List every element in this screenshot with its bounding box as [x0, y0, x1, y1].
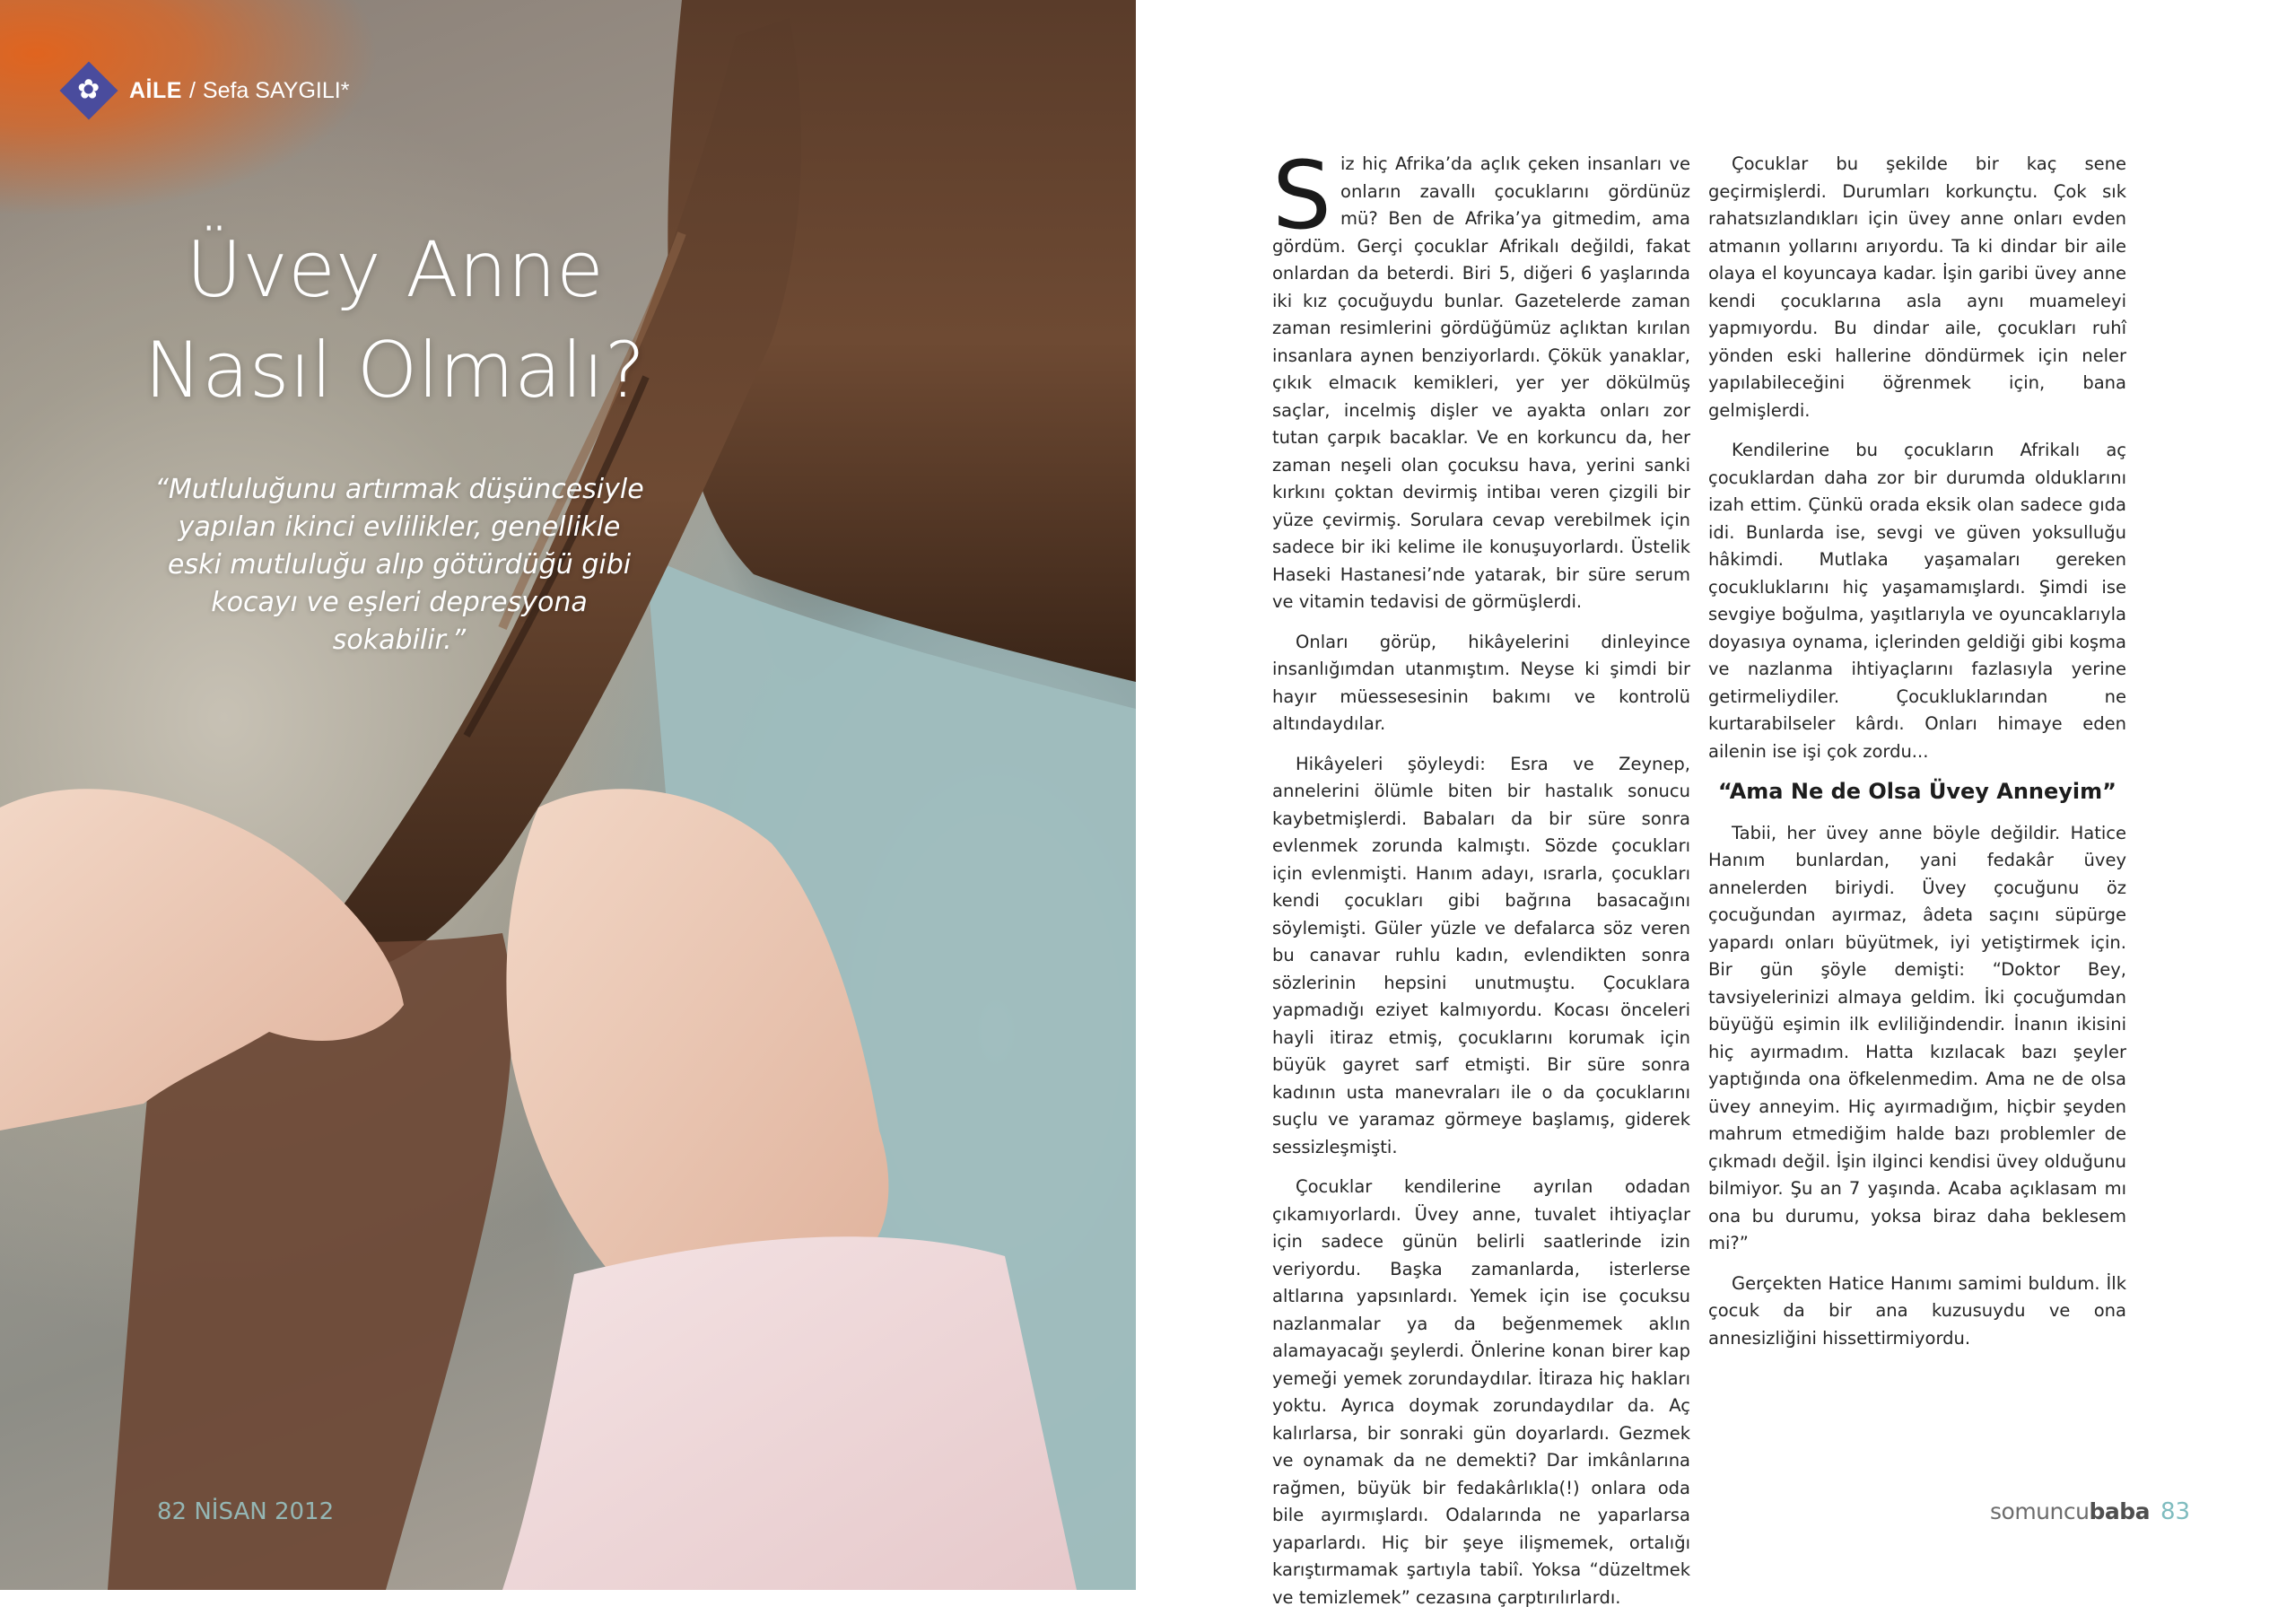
magazine-brand: somuncubaba	[1990, 1498, 2150, 1524]
article-title	[117, 220, 673, 421]
author-name: Sefa SAYGILI*	[202, 77, 350, 103]
section-name: AİLE	[129, 77, 182, 103]
text-column-1	[1272, 141, 1690, 1624]
page-number-right: 83	[2160, 1498, 2191, 1525]
paragraph: Hikâyeleri şöyleydi: Esra ve Zeynep, annelerini ölümle biten bir hastalık sonucu kaybetmişlerdi. Babaları da bir süre sonra evlenmek zorunda kalmıştı. Sözde çocukları için evlenmişti. Hanım adayı, ısrarla, çocukları kendi çocukları gibi bağrına basacağını söylemişti. Güler yüzle ve defalarca söz veren bu canavar ruhlu kadın, evlendikten sonra sözlerinin hepsini unutmuştu. Çocuklara yapmadığı eziyet kalmıyordu. Kocası önceleri hayli itiraz etmiş, çocuklarını korumak için büyük gayret sarf etmişti. Bir süre sonra kadının usta manevraları ile o da çocuklarını suçlu ve yaramaz görmeye başlamış, giderek sessizleşmişti.	[1272, 753, 1690, 1157]
drop-cap: S	[1272, 141, 1332, 250]
title-line-2: Nasıl Olmalı?	[144, 326, 646, 415]
pull-quote: “Mutluluğunu artırmak düşüncesiyle yapılan ikinci evlilikler, genellikle eski mutluluğu alıp götürdüğü gibi kocayı ve eşleri depresyona sokabilir.”	[154, 474, 644, 656]
paragraph: Tabii, her üvey anne böyle değildir. Hatice Hanım bunlardan, yani fedakâr üvey annelerden biriydi. Üvey çocuğunu öz çocuğundan ayırmaz, âdeta saçını süpürge yapardı onları büyütmek, iyi yetiştirmek için. Bir gün şöyle demişti: “Doktor Bey, tavsiyelerinizi almaya geldim. İki çocuğumdan büyüğü eşimin ilk evliliğindendir. İnanın ikisini hiç ayırmadım. Hatta kızılacak bazı şeyler yaptığında ona öfkelenmedim. Ama ne de olsa üvey anneyim. Hiç ayırmadığım, hiçbir şeyden mahrum etmediğim halde bazı problemler de çıkmadı değil. İşin ilginci kendisi üvey olduğunu bilmiyor. Şu an 7 yaşında. Acaba açıklasam mı ona bu durumu, yoksa biraz daha beklesem mi?”	[1708, 822, 2126, 1253]
section-separator: /	[188, 77, 196, 103]
text-column-2	[1708, 151, 2126, 1365]
paragraph: Siz hiç Afrika’da açlık çeken insanları ve onların zavallı çocuklarını gördünüz mü? Ben de Afrika’ya gitmedim, ama gördüm. Gerçi çocuklar Afrikalı değildi, fakat onlardan da beterdi. Biri 5, diğeri 6 yaşlarında iki kız çocuğuydu bunlar. Gazetelerde zaman zaman resimlerini gördüğümüz açlıktan kırılan insanlara aynen benziyorlardı. Çökük yanaklar, çıkık elmacık kemikleri, yer yer dökülmüş saçlar, incelmiş dişler ve ayakta onları zor tutan çarpık bacaklar. Ve en korkuncu da, her zaman neşeli olan çocuksu hava, yerini sanki kırkını çoktan devirmiş intibaı veren çizgili bir yüze çevirmiş. Sorulara cevap verebilmek için sadece bir iki kelime ile konuşuyorlardı. Üstelik Haseki Hastanesi’nde yatarak, bir süre serum ve vitamin tedavisi de görmüşlerdi.	[1272, 141, 1690, 612]
diamond-logo-icon: ✿	[59, 61, 118, 119]
photo-page	[0, 0, 1136, 1590]
section-tag	[61, 63, 349, 118]
paragraph: Onları görüp, hikâyelerini dinleyince insanlığımdan utanmıştım. Neyse ki şimdi bir hayır müessesesinin bakımı ve kontrolü altındaydılar.	[1272, 631, 1690, 734]
page-footer-right	[1990, 1498, 2190, 1525]
page-number-left: 82 NİSAN 2012	[157, 1498, 335, 1525]
paragraph: Çocuklar kendilerine ayrılan odadan çıkamıyorlardı. Üvey anne, tuvalet ihtiyaçlar için sadece günün belirli saatlerinde izin veriyordu. Başka zamanlarda, isterlerse altlarına yapsınlardı. Yemek için ise çocuksu nazlanmalar ya da beğenmemek aklın alamayacağı şeylerdi. Önlerine konan birer kap yemeği yemek zorundaydılar. İtiraza hiç hakları yoktu. Ayrıca doymak zorundaydılar da. Aç kalırlarsa, bir sonraki gün doyarlardı. Gezmek ve oynamak da ne demekti? Dar imkânlarına rağmen, büyük bir fedakârlıkla(!) onlara oda bile ayırmışlardı. Odalarında ne yaparlarsa yaparlardı. Hiç bir şeye ilişmemek, ortalığı karıştırmamak şartıyla tabiî. Yoksa “düzeltmek ve temizlemek” cezasına çarptırılırlardı.	[1272, 1176, 1690, 1608]
title-line-1: Üvey Anne	[186, 225, 604, 315]
paragraph: Kendilerine bu çocukların Afrikalı aç çocuklardan daha zor bir durumda olduklarını izah ettim. Çünkü orada eksik olan sadece gıda idi. Bunlarda ise, sevgi ve güven yoksulluğu hâkimdi. Mutlaka yaşamaları gereken çocukluklarını hiç yaşamamışlardı. Şimdi ise sevgiye boğulma, yaşıtlarıyla ve oyuncaklarıyla doyasıya oynama, içlerinden geldiği gibi koşma ve nazlanma ihtiyaçlarını fazlasıyla yerine getirmeliydiler. Çocukluklarından ne kurtarabilseler kârdı. Onları himaye eden ailenin ise işi çok zordu...	[1708, 440, 2126, 762]
sleeve	[502, 1236, 1077, 1590]
paragraph: Gerçekten Hatice Hanımı samimi buldum. İlk çocuk da bir ana kuzusuydu ve ona annesizliğini hissettirmiyordu.	[1708, 1272, 2126, 1349]
paragraph: Çocuklar bu şekilde bir kaç sene geçirmişlerdi. Durumları korkunçtu. Çok sık rahatsızlandıkları için üvey anne onları evden atmanın yollarını arıyordu. Ta ki dindar bir aile olaya el koyuncaya kadar. İşin garibi üvey anne kendi çocuklarına asla aynı muameleyi yapmıyordu. Bu dindar aile, çocukları ruhî yönden eski hallerine döndürmek için neler yapılabileceğini öğrenmek için, bana gelmişlerdi.	[1708, 153, 2126, 421]
subheading: “Ama Ne de Olsa Üvey Anneyim”	[1718, 779, 2117, 804]
